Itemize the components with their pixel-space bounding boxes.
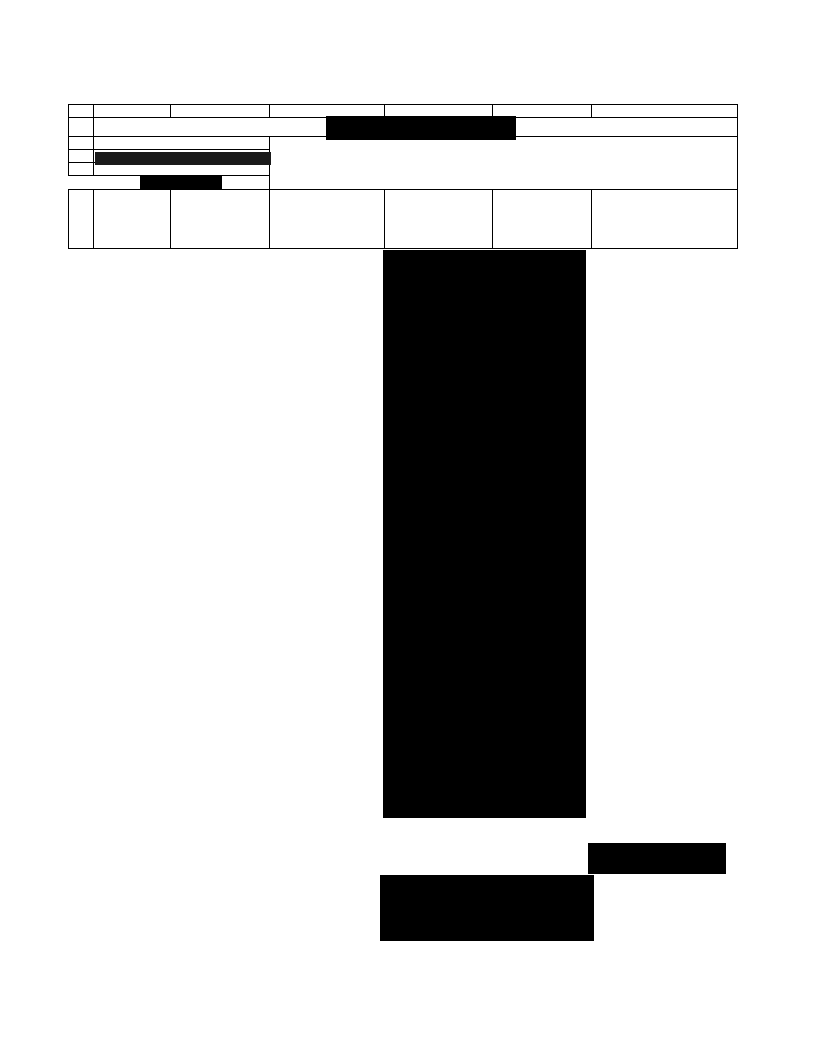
row-number	[68, 149, 94, 163]
header-to	[492, 189, 592, 249]
col-header-b	[170, 104, 270, 118]
header-call-length	[591, 189, 738, 249]
redaction-top	[326, 116, 516, 140]
redaction-row3	[95, 152, 271, 165]
header-time	[170, 189, 270, 249]
redaction-passengers	[588, 843, 726, 874]
redaction-from-to-bottom	[380, 875, 594, 941]
col-header-f	[591, 104, 738, 118]
merged-notes-cell	[269, 136, 738, 190]
redaction-row4	[140, 175, 222, 190]
row-number	[68, 162, 94, 176]
row-number	[68, 117, 94, 137]
corner-cell	[68, 104, 94, 118]
header-date	[93, 189, 171, 249]
row-number	[68, 189, 94, 249]
row-number	[68, 136, 94, 150]
header-from	[384, 189, 493, 249]
col-header-a	[93, 104, 171, 118]
redaction-from-to-main	[383, 250, 586, 818]
epstein-in-town-cell	[93, 136, 270, 150]
header-event	[269, 189, 385, 249]
